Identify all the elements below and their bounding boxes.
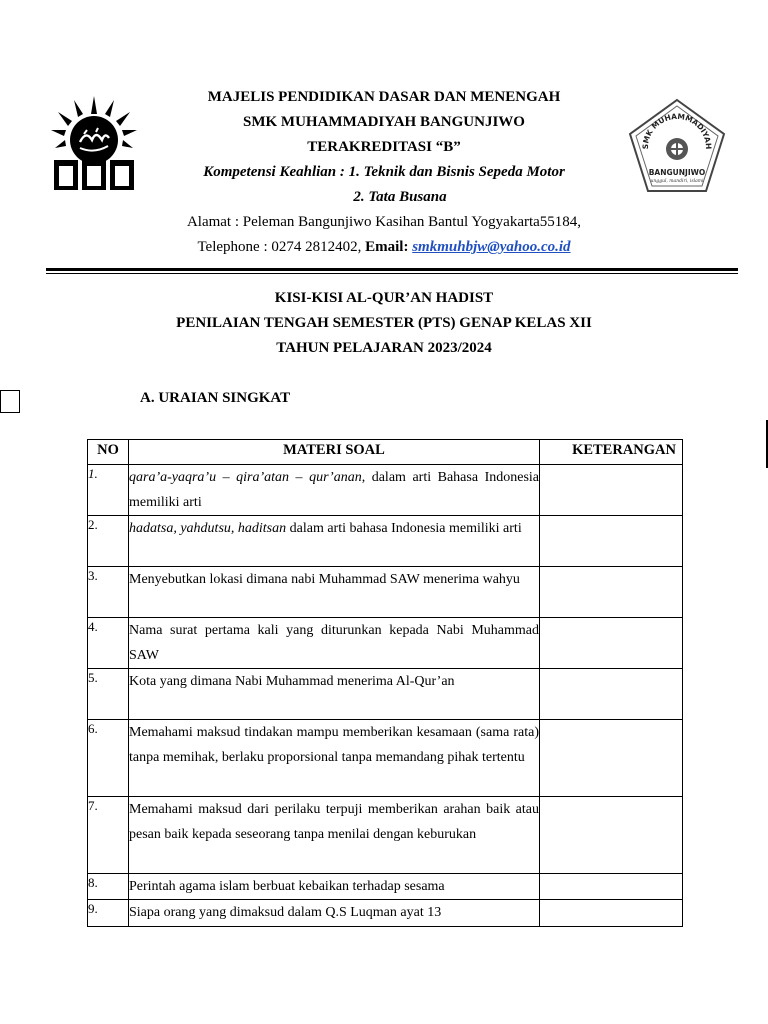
- title-line-3: TAHUN PELAJARAN 2023/2024: [276, 340, 492, 356]
- row-keterangan: [540, 797, 683, 874]
- table-row: [88, 874, 683, 900]
- row-keterangan: [540, 618, 683, 669]
- row-materi-text: Nama surat pertama kali yang diturunkan kepada Nabi Muhammad SAW: [129, 623, 539, 663]
- row-materi: [129, 465, 540, 516]
- row-keterangan: [540, 516, 683, 567]
- row-materi-text: Menyebutkan lokasi dimana nabi Muhammad SAW menerima wahyu: [129, 572, 520, 587]
- row-number: 3.: [88, 567, 129, 618]
- row-keterangan: [540, 669, 683, 720]
- header-line-2: SMK MUHAMMADIYAH BANGUNJIWO: [243, 114, 525, 130]
- header-email-label: Email:: [365, 239, 413, 255]
- kisi-table: [87, 439, 683, 927]
- title-line-2: PENILAIAN TENGAH SEMESTER (PTS) GENAP KELAS XII: [176, 315, 592, 331]
- row-number: 6.: [88, 720, 129, 797]
- row-materi: [129, 720, 540, 797]
- header-line-3: TERAKREDITASI “B”: [307, 139, 461, 155]
- row-materi-text: dalam arti bahasa Indonesia memiliki arti: [286, 521, 522, 536]
- row-materi-text: Siapa orang yang dimaksud dalam Q.S Luqman ayat 13: [129, 905, 442, 920]
- table-row: [88, 465, 683, 516]
- row-materi: [129, 567, 540, 618]
- table-row: [88, 900, 683, 927]
- logo-motto: unggul, mandiri, islami: [650, 179, 704, 184]
- table-row: [88, 618, 683, 669]
- header-line-4: Kompetensi Keahlian : 1. Teknik dan Bisnis Sepeda Motor: [203, 164, 565, 180]
- row-number: 8.: [88, 874, 129, 900]
- row-keterangan: [540, 465, 683, 516]
- logo-bottom-text: BANGUNJIWO: [648, 168, 706, 177]
- row-materi-text: , dalam arti Bahasa Indonesia memiliki arti: [129, 470, 539, 510]
- row-keterangan: [540, 874, 683, 900]
- table-header-row: [88, 440, 683, 465]
- email-link[interactable]: smkmuhbjw@yahoo.co.id: [412, 239, 571, 255]
- header-keterangan: KETERANGAN: [540, 440, 683, 465]
- row-number: 4.: [88, 618, 129, 669]
- row-keterangan: [540, 720, 683, 797]
- header-contact: [0, 238, 768, 256]
- header-address: Alamat : Peleman Bangunjiwo Kasihan Bantul Yogyakarta55184,: [186, 214, 582, 230]
- row-materi: [129, 516, 540, 567]
- table-row: [88, 669, 683, 720]
- header-line-1: MAJELIS PENDIDIKAN DASAR DAN MENENGAH: [207, 89, 561, 105]
- row-number: 5.: [88, 669, 129, 720]
- header-line-5: 2. Tata Busana: [353, 189, 447, 205]
- header-no: NO: [88, 440, 129, 465]
- section-heading: A. URAIAN SINGKAT: [140, 390, 291, 406]
- row-number: 9.: [88, 900, 129, 927]
- row-materi-text: Perintah agama islam berbuat kebaikan terhadap sesama: [129, 879, 445, 894]
- row-materi-italic: qara’a-yaqra’u – qira’atan – qur’anan: [129, 470, 362, 485]
- row-materi: [129, 669, 540, 720]
- row-materi-text: Memahami maksud dari perilaku terpuji memberikan arahan baik atau pesan baik kepada seseorang tanpa menilai dengan keburukan: [129, 802, 539, 842]
- margin-box: [0, 390, 20, 413]
- header-rule-thick: [46, 268, 738, 271]
- title-line-1: KISI-KISI AL-QUR’AN HADIST: [274, 290, 494, 306]
- row-number: 2.: [88, 516, 129, 567]
- row-number: 7.: [88, 797, 129, 874]
- logo-top-text: SMK MUHAMMADIYAH: [640, 111, 714, 150]
- table-row: [88, 797, 683, 874]
- row-materi-text: Kota yang dimana Nabi Muhammad menerima Al-Qur’an: [129, 674, 455, 689]
- row-materi: [129, 900, 540, 927]
- row-materi: [129, 618, 540, 669]
- header-rule-thin: [46, 273, 738, 274]
- header-phone: Telephone : 0274 2812402,: [197, 239, 366, 255]
- table-row: [88, 720, 683, 797]
- row-materi: [129, 797, 540, 874]
- row-materi-text: Memahami maksud tindakan mampu memberikan kesamaan (sama rata) tanpa memihak, berlaku proporsional tanpa memandang pihak tertentu: [129, 725, 539, 765]
- row-materi: [129, 874, 540, 900]
- header-materi: MATERI SOAL: [129, 440, 540, 465]
- row-materi-italic: hadatsa, yahdutsu, haditsan: [129, 521, 287, 536]
- row-keterangan: [540, 567, 683, 618]
- row-keterangan: [540, 900, 683, 927]
- table-row: [88, 516, 683, 567]
- table-row: [88, 567, 683, 618]
- row-number: 1.: [88, 465, 129, 516]
